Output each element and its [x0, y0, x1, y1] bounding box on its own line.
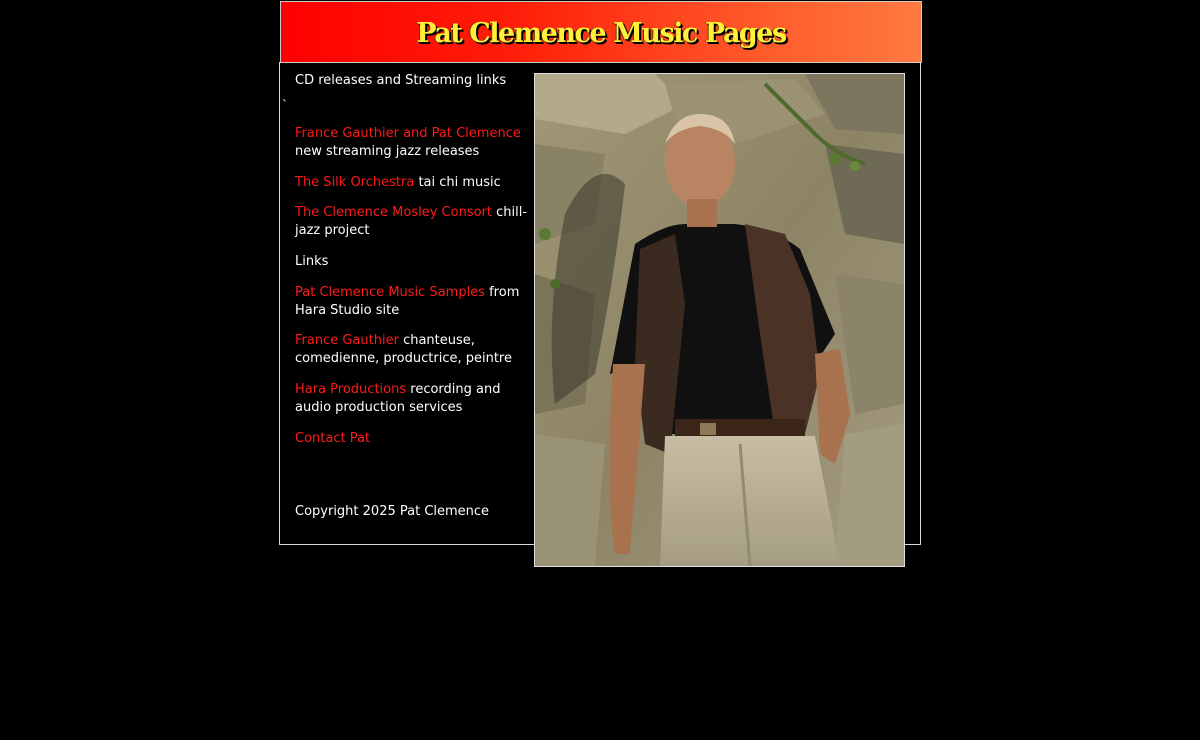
nav-item-clemence-mosley	[295, 204, 530, 240]
site-title: Pat Clemence Music Pages	[416, 17, 786, 49]
stray-tick-mark: `	[282, 98, 288, 112]
cd-releases-heading: CD releases and Streaming links	[295, 73, 507, 88]
portrait-photo	[534, 73, 905, 567]
link-item-hara-productions	[295, 381, 530, 417]
link-france-gauthier-pat-clemence[interactable]: France Gauthier and Pat Clemence	[295, 126, 521, 141]
nav-item-silk-orchestra	[295, 174, 530, 192]
portrait-illustration	[535, 74, 904, 566]
nav-item-desc: chill-jazz project	[295, 205, 528, 238]
header-banner	[280, 1, 922, 63]
link-contact-pat[interactable]: Contact Pat	[295, 431, 371, 446]
copyright-text: Copyright 2025 Pat Clemence	[295, 504, 490, 519]
link-item-desc: chanteuse, comedienne, productrice, peintre	[295, 333, 512, 366]
link-france-gauthier[interactable]: France Gauthier	[295, 333, 399, 348]
link-hara-productions[interactable]: Hara Productions	[295, 382, 407, 397]
link-item-desc: recording and audio production services	[295, 382, 501, 415]
nav-item-france-pat	[295, 125, 530, 161]
link-pat-clemence-music-samples[interactable]: Pat Clemence Music Samples	[295, 285, 485, 300]
links-heading: Links	[295, 254, 329, 269]
nav-item-desc: new streaming jazz releases	[295, 144, 480, 159]
link-item-france-gauthier	[295, 332, 530, 368]
link-silk-orchestra[interactable]: The Silk Orchestra	[295, 175, 415, 190]
sidebar-nav	[295, 72, 530, 448]
link-item-desc: from Hara Studio site	[295, 285, 520, 318]
nav-item-desc: tai chi music	[414, 175, 501, 190]
link-clemence-mosley-consort[interactable]: The Clemence Mosley Consort	[295, 205, 492, 220]
contact-item	[295, 430, 530, 448]
link-item-music-samples	[295, 284, 530, 320]
